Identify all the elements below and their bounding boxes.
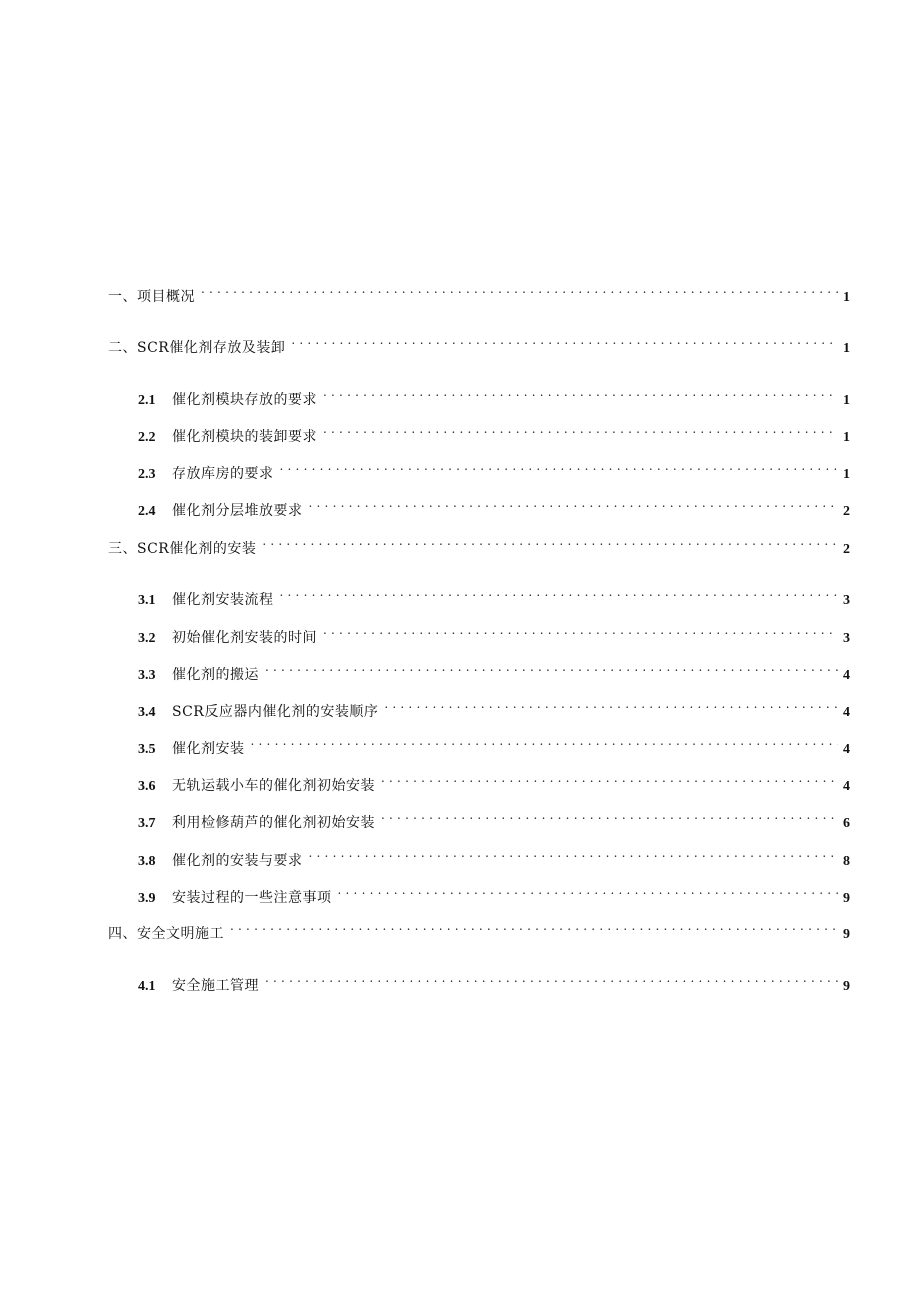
toc-entry-3-7[interactable] bbox=[138, 803, 850, 831]
toc-entry-title: 催化剂安装 bbox=[172, 741, 245, 757]
dot-leader bbox=[323, 417, 838, 441]
toc-entry-page: 2 bbox=[843, 542, 850, 557]
toc-entry-2-3[interactable] bbox=[138, 454, 850, 482]
toc-entry-page: 1 bbox=[843, 430, 850, 445]
toc-entry-number: 2.2 bbox=[138, 430, 156, 445]
toc-entry-page: 1 bbox=[843, 341, 850, 356]
toc-entry-section-3[interactable] bbox=[108, 529, 850, 557]
toc-entry-title: 一、项目概况 bbox=[108, 289, 195, 305]
dot-leader bbox=[201, 277, 838, 301]
toc-entry-number: 2.3 bbox=[138, 467, 156, 482]
toc-entry-3-4[interactable] bbox=[138, 692, 850, 720]
dot-leader bbox=[309, 491, 839, 515]
toc-entry-2-2[interactable] bbox=[138, 417, 850, 445]
toc-entry-page: 8 bbox=[843, 854, 850, 869]
dot-leader bbox=[280, 580, 839, 604]
toc-entry-3-8[interactable] bbox=[138, 841, 850, 869]
toc-entry-number: 3.7 bbox=[138, 816, 156, 831]
toc-entry-section-4[interactable] bbox=[108, 914, 850, 942]
toc-entry-number: 3.5 bbox=[138, 742, 156, 757]
dot-leader bbox=[265, 655, 838, 679]
dot-leader bbox=[338, 878, 839, 902]
toc-entry-2-1[interactable] bbox=[138, 380, 850, 408]
toc-entry-title: 初始催化剂安装的时间 bbox=[172, 630, 317, 646]
toc-entry-title: 催化剂的安装与要求 bbox=[172, 853, 303, 869]
toc-entry-3-2[interactable] bbox=[138, 618, 850, 646]
toc-entry-number: 3.1 bbox=[138, 593, 156, 608]
toc-entry-number: 2.1 bbox=[138, 393, 156, 408]
toc-entry-page: 1 bbox=[843, 393, 850, 408]
toc-entry-number: 3.6 bbox=[138, 779, 156, 794]
dot-leader bbox=[323, 380, 838, 404]
dot-leader bbox=[265, 966, 838, 990]
toc-entry-page: 3 bbox=[843, 593, 850, 608]
toc-entry-number: 2.4 bbox=[138, 504, 156, 519]
toc-entry-3-6[interactable] bbox=[138, 766, 850, 794]
toc-entry-number: 3.4 bbox=[138, 705, 156, 720]
toc-entry-page: 3 bbox=[843, 631, 850, 646]
dot-leader bbox=[230, 914, 838, 938]
toc-entry-number: 3.2 bbox=[138, 631, 156, 646]
dot-leader bbox=[251, 729, 839, 753]
toc-entry-number: 4.1 bbox=[138, 979, 156, 994]
toc-entry-title: 二、SCR催化剂存放及装卸 bbox=[108, 340, 286, 356]
toc-entry-title: 存放库房的要求 bbox=[172, 466, 274, 482]
toc-entry-section-2[interactable] bbox=[108, 328, 850, 356]
toc-entry-page: 9 bbox=[843, 979, 850, 994]
dot-leader bbox=[262, 529, 838, 553]
dot-leader bbox=[280, 454, 839, 478]
toc-entry-page: 4 bbox=[843, 705, 850, 720]
toc-entry-page: 9 bbox=[843, 891, 850, 906]
dot-leader bbox=[381, 766, 838, 790]
toc-entry-page: 4 bbox=[843, 742, 850, 757]
toc-entry-title: SCR反应器内催化剂的安装顺序 bbox=[172, 704, 379, 720]
toc-entry-3-9[interactable] bbox=[138, 878, 850, 906]
toc-entry-title: 催化剂安装流程 bbox=[172, 592, 274, 608]
toc-entry-section-1[interactable] bbox=[108, 277, 850, 305]
toc-entry-page: 2 bbox=[843, 504, 850, 519]
toc-entry-page: 4 bbox=[843, 779, 850, 794]
toc-entry-number: 3.3 bbox=[138, 668, 156, 683]
dot-leader bbox=[384, 692, 838, 716]
toc-entry-title: 三、SCR催化剂的安装 bbox=[108, 541, 257, 557]
toc-entry-title: 四、安全文明施工 bbox=[108, 926, 224, 942]
toc-entry-page: 4 bbox=[843, 668, 850, 683]
toc-entry-title: 催化剂模块存放的要求 bbox=[172, 392, 317, 408]
toc-entry-2-4[interactable] bbox=[138, 491, 850, 519]
toc-entry-page: 1 bbox=[843, 467, 850, 482]
toc-entry-title: 催化剂模块的装卸要求 bbox=[172, 429, 317, 445]
toc-entry-title: 无轨运载小车的催化剂初始安装 bbox=[172, 778, 375, 794]
toc-entry-title: 利用检修葫芦的催化剂初始安装 bbox=[172, 815, 375, 831]
toc-entry-3-5[interactable] bbox=[138, 729, 850, 757]
dot-leader bbox=[309, 841, 839, 865]
toc-entry-4-1[interactable] bbox=[138, 966, 850, 994]
dot-leader bbox=[291, 328, 838, 352]
toc-entry-number: 3.9 bbox=[138, 891, 156, 906]
toc-entry-page: 1 bbox=[843, 290, 850, 305]
toc-entry-3-3[interactable] bbox=[138, 655, 850, 683]
toc-entry-page: 9 bbox=[843, 927, 850, 942]
toc-entry-title: 安全施工管理 bbox=[172, 978, 259, 994]
dot-leader bbox=[381, 803, 838, 827]
toc-entry-title: 催化剂的搬运 bbox=[172, 667, 259, 683]
dot-leader bbox=[323, 618, 838, 642]
toc-entry-title: 安装过程的一些注意事项 bbox=[172, 890, 332, 906]
toc-entry-title: 催化剂分层堆放要求 bbox=[172, 503, 303, 519]
toc-entry-number: 3.8 bbox=[138, 854, 156, 869]
toc-entry-3-1[interactable] bbox=[138, 580, 850, 608]
toc-entry-page: 6 bbox=[843, 816, 850, 831]
